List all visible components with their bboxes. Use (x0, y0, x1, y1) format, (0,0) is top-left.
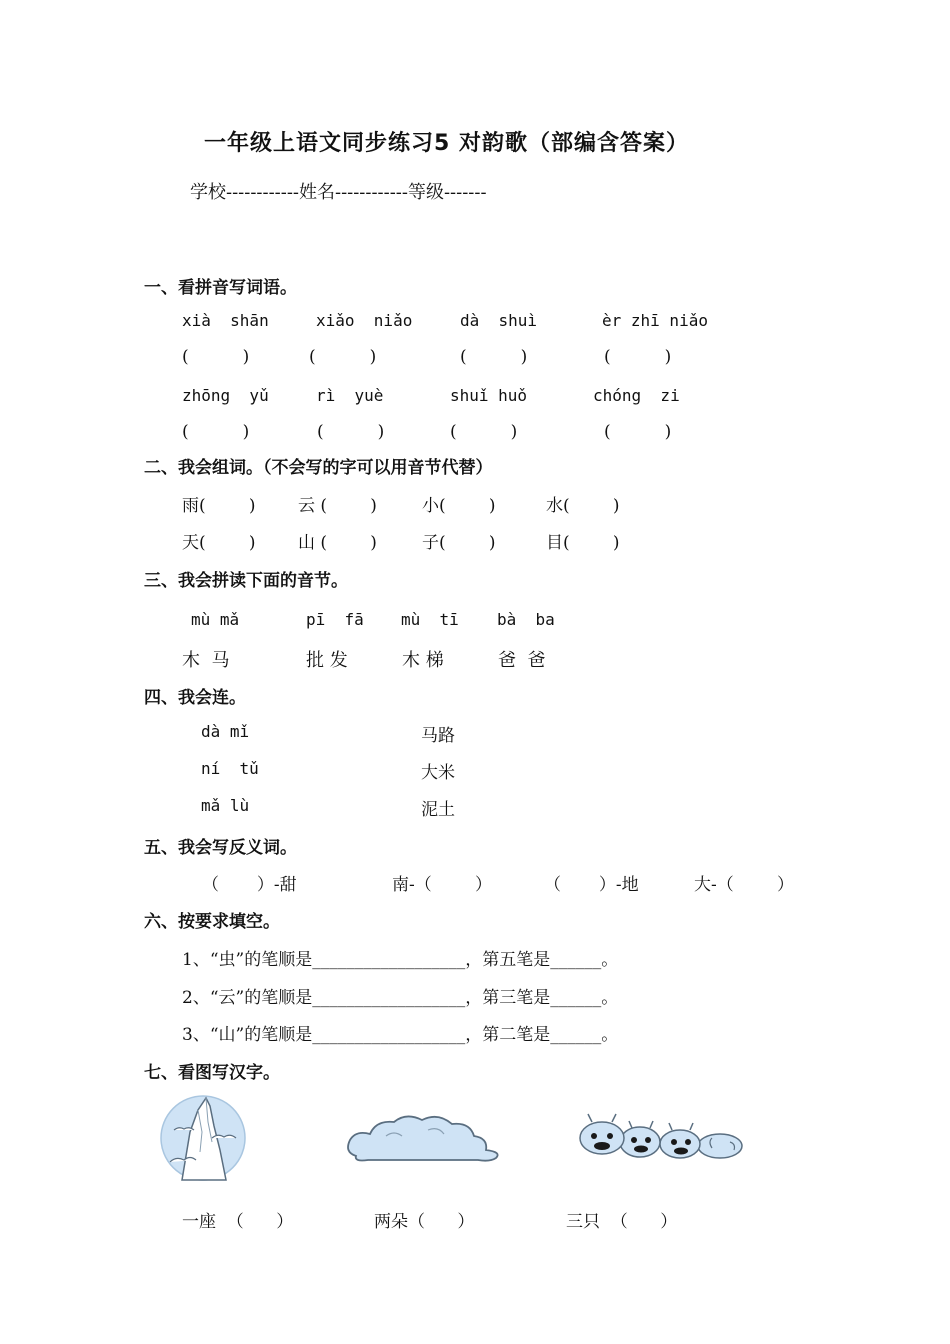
caterpillar-icon (570, 1108, 750, 1170)
pinyin-item: bà ba (497, 610, 555, 629)
pinyin-item: shuǐ huǒ (450, 386, 528, 405)
pinyin-item: èr zhī niǎo (602, 311, 708, 330)
word-group-item[interactable]: 水( ) (546, 496, 620, 516)
word-group-item[interactable]: 天( ) (182, 533, 256, 553)
pinyin-item: xià shān (182, 311, 269, 330)
picture-caption[interactable]: 三只 （ ） (566, 1212, 678, 1232)
answer-blank[interactable]: ( ) (460, 347, 528, 367)
word-group-item[interactable]: 雨( ) (182, 496, 256, 516)
answer-blank[interactable]: ( ) (309, 347, 377, 367)
section-heading-2: 二、我会组词。（不会写的字可以用音节代替） (144, 458, 493, 478)
answer-blank[interactable]: ( ) (182, 422, 250, 442)
pinyin-item: dà shuì (460, 311, 538, 330)
match-left-item[interactable]: ní tǔ (201, 759, 259, 778)
pinyin-item: mù tī (401, 610, 459, 629)
pinyin-item: pī fā (306, 610, 364, 629)
answer-blank[interactable]: ( ) (604, 422, 672, 442)
answer-blank[interactable]: ( ) (604, 347, 672, 367)
student-info-line: 学校------------姓名------------等级------- (190, 182, 487, 203)
antonym-item[interactable]: 南-（ ） (392, 875, 492, 895)
answer-blank[interactable]: ( ) (317, 422, 385, 442)
hanzi-item: 批 发 (306, 650, 348, 671)
answer-blank[interactable]: ( ) (182, 347, 250, 367)
cloud-icon (342, 1112, 500, 1168)
section-heading-7: 七、看图写汉字。 (144, 1063, 280, 1083)
answer-blank[interactable]: ( ) (450, 422, 518, 442)
hanzi-item: 木 马 (182, 650, 230, 671)
match-left-item[interactable]: mǎ lù (201, 796, 250, 815)
word-group-item[interactable]: 目( ) (546, 533, 620, 553)
page-title: 一年级上语文同步练习5 对韵歌（部编含答案） (204, 131, 689, 156)
match-right-item[interactable]: 大米 (421, 763, 455, 783)
antonym-item[interactable]: 大-（ ） (694, 875, 794, 895)
picture-caption[interactable]: 两朵（ ） (374, 1212, 475, 1232)
section-heading-3: 三、我会拼读下面的音节。 (144, 571, 348, 591)
mountain-icon (160, 1092, 246, 1184)
pinyin-item: xiǎo niǎo (316, 311, 413, 330)
antonym-item[interactable]: （ ）-地 (544, 875, 639, 895)
section-heading-4: 四、我会连。 (144, 688, 246, 708)
match-right-item[interactable]: 马路 (421, 726, 455, 746)
word-group-item[interactable]: 子( ) (422, 533, 496, 553)
section-heading-5: 五、我会写反义词。 (144, 838, 297, 858)
hanzi-item: 木 梯 (402, 650, 444, 671)
hanzi-item: 爸 爸 (498, 650, 546, 671)
pinyin-item: chóng zi (593, 386, 680, 405)
word-group-item[interactable]: 云 ( ) (298, 496, 377, 516)
stroke-order-line[interactable]: 2、“云”的笔顺是__________________，第三笔是______。 (182, 988, 619, 1008)
match-left-item[interactable]: dà mǐ (201, 722, 250, 741)
word-group-item[interactable]: 山 ( ) (298, 533, 377, 553)
pinyin-item: rì yuè (316, 386, 384, 405)
pinyin-item: mù mǎ (191, 610, 240, 629)
section-heading-1: 一、看拼音写词语。 (144, 278, 297, 298)
antonym-item[interactable]: （ ）-甜 (202, 875, 297, 895)
pinyin-item: zhōng yǔ (182, 386, 269, 405)
picture-caption[interactable]: 一座 （ ） (182, 1212, 294, 1232)
stroke-order-line[interactable]: 1、“虫”的笔顺是__________________，第五笔是______。 (182, 950, 619, 970)
match-right-item[interactable]: 泥土 (421, 800, 455, 820)
word-group-item[interactable]: 小( ) (422, 496, 496, 516)
stroke-order-line[interactable]: 3、“山”的笔顺是__________________，第二笔是______。 (182, 1025, 619, 1045)
section-heading-6: 六、按要求填空。 (144, 912, 280, 932)
